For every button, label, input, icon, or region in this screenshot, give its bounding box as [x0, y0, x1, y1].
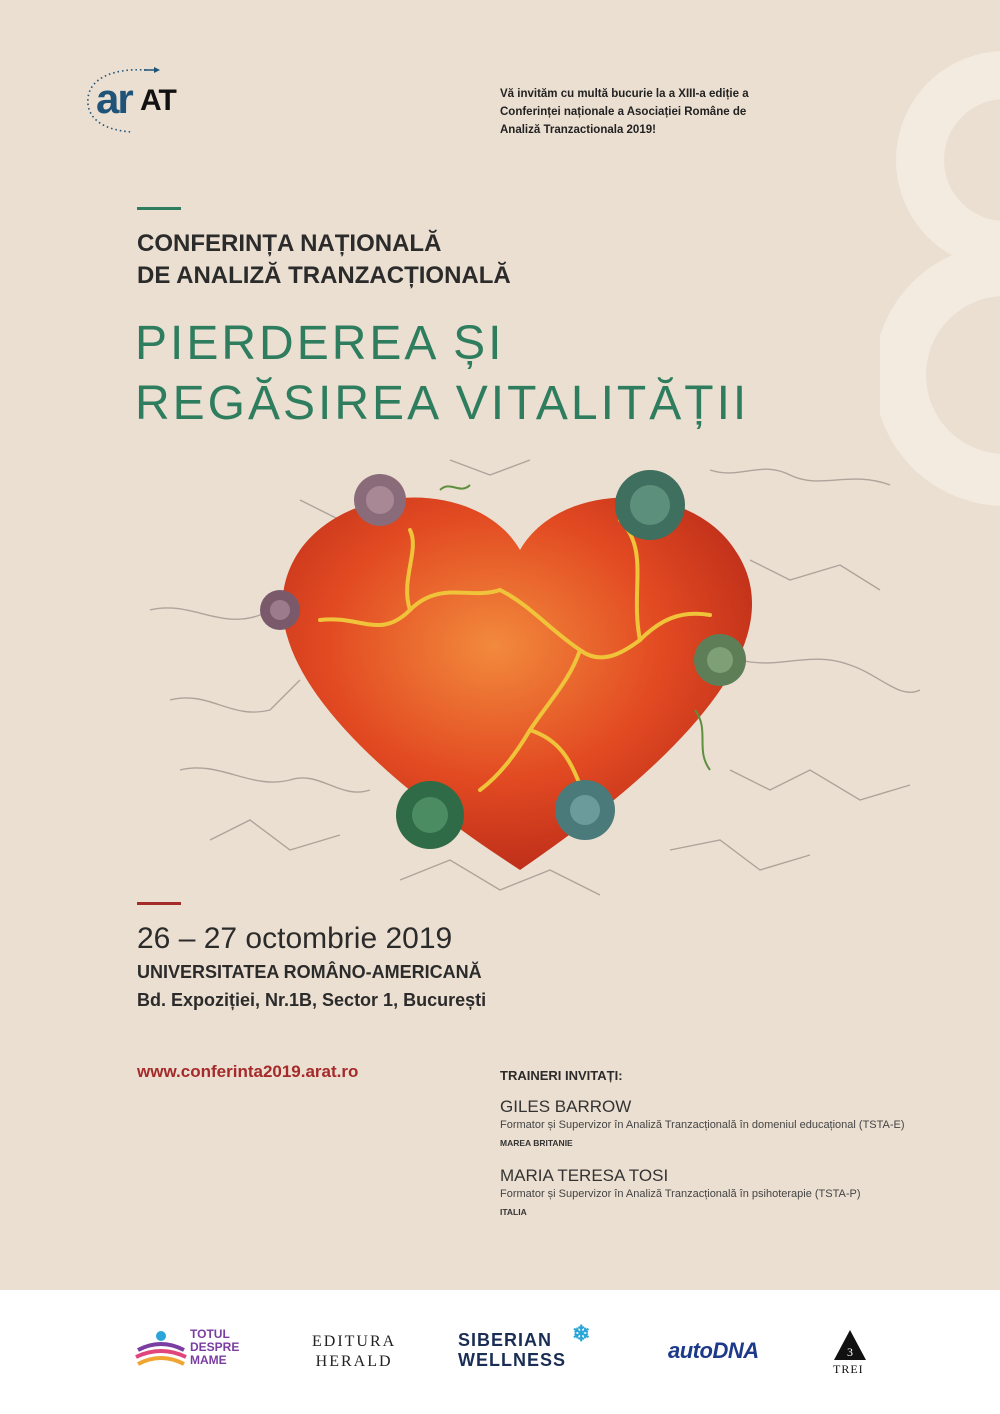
arat-logo — [84, 64, 194, 136]
triangle-icon — [830, 1328, 870, 1362]
succulent-top-right — [615, 470, 685, 540]
trainer-role: Formator și Supervizor în Analiză Tranzacțională în domeniul educațional (TSTA-E) — [500, 1119, 905, 1131]
trainers-heading: TRAINERI INVITAȚI: — [500, 1068, 623, 1083]
sponsor-trei-logo — [830, 1328, 870, 1378]
trainer-country: ITALIA — [500, 1207, 527, 1217]
logo-text-ar: ar — [96, 75, 132, 122]
trei-number: 3 — [847, 1345, 853, 1359]
conference-title-line: CONFERINȚA NAȚIONALĂ — [137, 230, 442, 257]
sponsor-text: EDITURA — [312, 1333, 397, 1350]
sponsor-text: DESPRE — [190, 1340, 240, 1354]
sponsor-text: HERALD — [315, 1353, 393, 1370]
sponsor-text: TREI — [833, 1362, 864, 1376]
sponsor-text: MAME — [190, 1353, 227, 1367]
succulent-bottom-right — [555, 780, 615, 840]
snowflake-icon: ❄ — [572, 1321, 592, 1346]
sponsor-text: SIBERIAN — [458, 1330, 553, 1350]
logo-text-at: AT — [140, 84, 176, 117]
trainers-section — [500, 1068, 980, 1235]
heart-shape — [283, 498, 753, 871]
event-venue: UNIVERSITATEA ROMÂNO-AMERICANĂ — [137, 962, 482, 982]
intro-line: Analiză Tranzactionala 2019! — [500, 124, 656, 136]
trainer-country: MAREA BRITANIE — [500, 1138, 573, 1148]
sponsor-autodna-logo: autoDNA — [668, 1338, 759, 1363]
sponsor-editura-herald-logo — [312, 1332, 396, 1372]
succulent-top-left — [354, 474, 406, 526]
trainer-name: MARIA TERESA TOSI — [500, 1166, 669, 1185]
conference-theme-line: PIERDEREA ȘI — [135, 317, 505, 370]
trainer-name: GILES BARROW — [500, 1097, 632, 1116]
succulent-right — [694, 634, 746, 686]
conference-title — [137, 228, 511, 292]
intro-line: Vă invităm cu multă bucurie la a XIII-a ediție a — [500, 88, 749, 100]
intro-text — [500, 85, 800, 139]
red-divider — [137, 902, 181, 905]
succulent-bottom-left — [396, 781, 464, 849]
conference-title-line: DE ANALIZĂ TRANZACȚIONALĂ — [137, 262, 511, 289]
intro-line: Conferinței naționale a Asociației Române de — [500, 106, 747, 118]
conference-theme-line: REGĂSIREA VITALITĂȚII — [135, 377, 750, 430]
cracked-heart-artwork — [150, 440, 930, 900]
sponsor-totul-despre-mame-logo — [132, 1328, 262, 1372]
trainer-item — [500, 1097, 980, 1148]
sponsor-siberian-wellness-logo — [458, 1321, 592, 1370]
sponsor-text: TOTUL — [190, 1327, 230, 1341]
event-address: Bd. Expoziției, Nr.1B, Sector 1, București — [137, 990, 487, 1010]
rainbow-person-icon — [132, 1328, 190, 1372]
website-link[interactable]: www.conferinta2019.arat.ro — [137, 1062, 359, 1081]
sponsor-text: WELLNESS — [458, 1350, 567, 1370]
sponsors-strip — [0, 1290, 1000, 1414]
event-dates: 26 – 27 octombrie 2019 — [137, 922, 453, 955]
green-divider — [137, 207, 181, 210]
trainer-item — [500, 1166, 980, 1217]
conference-theme — [135, 314, 749, 434]
succulent-left — [260, 590, 300, 630]
trainer-role: Formator și Supervizor în Analiză Tranzacțională în psihoterapie (TSTA-P) — [500, 1188, 861, 1200]
